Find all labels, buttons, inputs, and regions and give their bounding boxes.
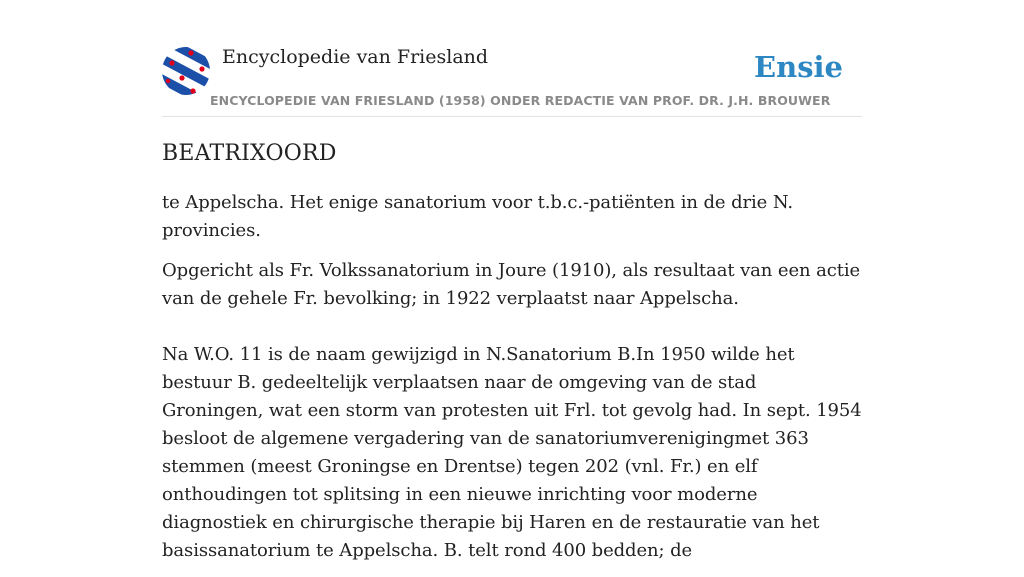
article-paragraph: Opgericht als Fr. Volkssanatorium in Joure (1910), als resultaat van een actie van de gehele Fr. bevolking; in 1922 verplaatst naar Appelscha. bbox=[162, 260, 861, 309]
article-paragraph: te Appelscha. Het enige sanatorium voor t.b.c.-patiënten in de drie N. provincies. bbox=[162, 192, 793, 241]
article-paragraph: Na W.O. 11 is de naam gewijzigd in N.Sanatorium B.In 1950 wilde het bestuur B. gedeeltelijk verplaatsen naar de omgeving van de stad Groningen, wat een storm van protesten uit Frl. tot gevolg had. In sept. 1954 besloot de algemene vergadering van de sanatoriumverenigingmet 363 stemmen (meest Groningse en Drentse) tegen 202 (vnl. Fr.) en elf onthoudingen tot splitsing in een nieuwe inrichting voor moderne diagnostiek en chirurgische therapie bij Haren en de restauratie van het basissanatorium te Appelscha. B. telt rond 400 bedden; de bbox=[162, 344, 862, 561]
encyclopedia-subtitle: ENCYCLOPEDIE VAN FRIESLAND (1958) ONDER REDACTIE VAN PROF. DR. J.H. BROUWER bbox=[210, 93, 831, 108]
article bbox=[162, 138, 862, 577]
site-title[interactable]: Encyclopedie van Friesland bbox=[222, 46, 489, 68]
brand-logo[interactable]: Ensie bbox=[754, 50, 843, 84]
article-title: BEATRIXOORD bbox=[162, 141, 337, 166]
frisian-flag-logo-icon[interactable] bbox=[162, 47, 210, 95]
site-header bbox=[162, 44, 862, 117]
